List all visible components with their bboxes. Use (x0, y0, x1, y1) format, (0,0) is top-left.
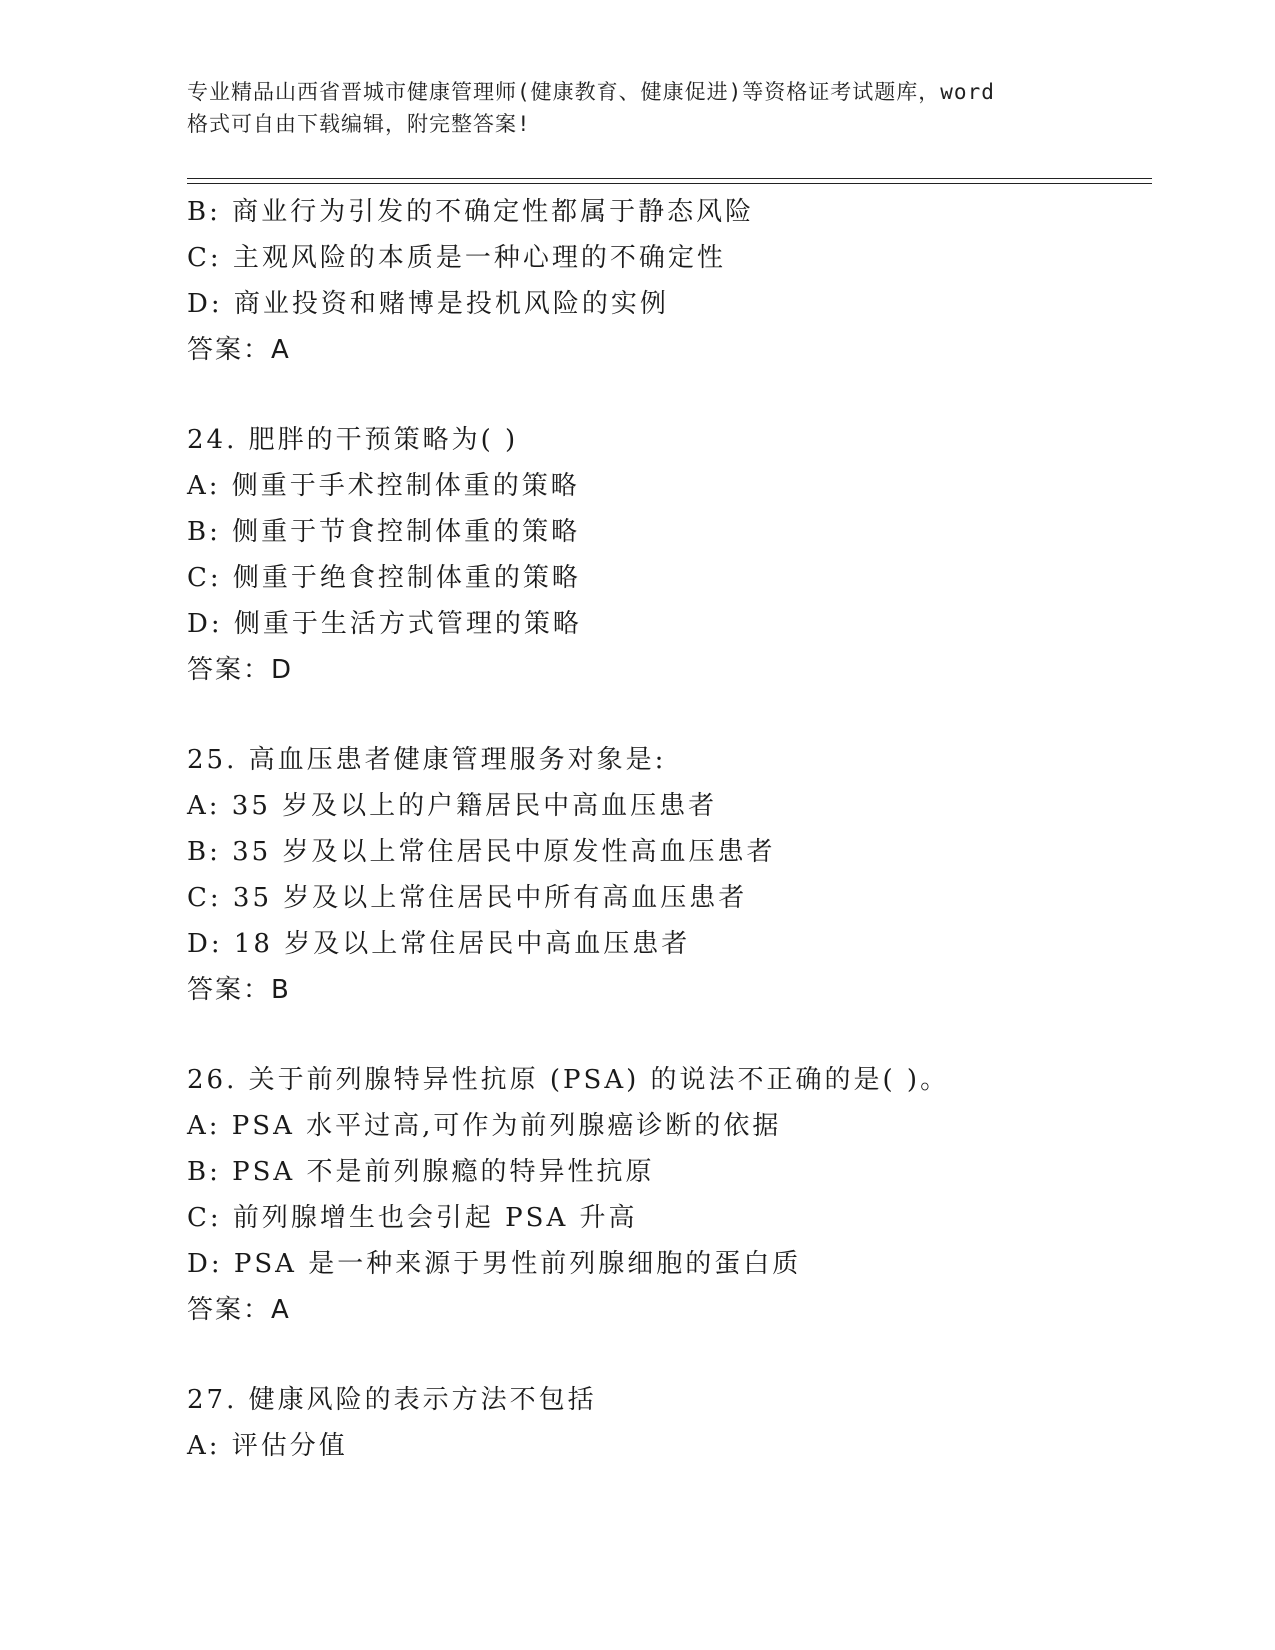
question-stem: 26. 关于前列腺特异性抗原 (PSA) 的说法不正确的是( )。 (187, 1065, 950, 1095)
option-a: A: 侧重于手术控制体重的策略 (187, 471, 580, 501)
answer-line: 答案：B (187, 975, 291, 1005)
option-c: C: 前列腺增生也会引起 PSA 升高 (187, 1203, 638, 1233)
question-26 (187, 1057, 1167, 1333)
answer-line: 答案：A (187, 335, 291, 365)
option-a: A: 评估分值 (187, 1431, 348, 1461)
option-c: C: 主观风险的本质是一种心理的不确定性 (187, 243, 726, 273)
question-23-continued (187, 189, 1167, 373)
header-divider-bottom (187, 183, 1152, 184)
option-b: B: PSA 不是前列腺瘾的特异性抗原 (187, 1157, 655, 1187)
option-d: D: 商业投资和赌博是投机风险的实例 (187, 289, 669, 319)
answer-line: 答案：D (187, 655, 294, 685)
option-c: C: 侧重于绝食控制体重的策略 (187, 563, 581, 593)
question-27 (187, 1377, 1167, 1469)
answer-line: 答案：A (187, 1295, 291, 1325)
option-b: B: 35 岁及以上常住居民中原发性高血压患者 (187, 837, 776, 867)
spacer (187, 693, 1167, 737)
option-b: B: 侧重于节食控制体重的策略 (187, 517, 581, 547)
option-b: B: 商业行为引发的不确定性都属于静态风险 (187, 197, 755, 227)
header-divider-top (187, 178, 1152, 179)
spacer (187, 1013, 1167, 1057)
question-stem: 24. 肥胖的干预策略为( ) (187, 425, 519, 455)
header-line-1: 专业精品山西省晋城市健康管理师(健康教育、健康促进)等资格证考试题库，word (187, 80, 995, 104)
spacer (187, 1333, 1167, 1377)
option-d: D: 18 岁及以上常住居民中高血压患者 (187, 929, 691, 959)
question-stem: 25. 高血压患者健康管理服务对象是: (187, 745, 667, 775)
question-24 (187, 417, 1167, 693)
question-list (187, 189, 1167, 1469)
question-stem: 27. 健康风险的表示方法不包括 (187, 1385, 597, 1415)
header-line-2: 格式可自由下载编辑，附完整答案! (187, 112, 531, 136)
option-a: A: 35 岁及以上的户籍居民中高血压患者 (187, 791, 718, 821)
option-a: A: PSA 水平过高,可作为前列腺癌诊断的依据 (187, 1111, 782, 1141)
spacer (187, 373, 1167, 417)
option-c: C: 35 岁及以上常住居民中所有高血压患者 (187, 883, 748, 913)
page-header (187, 76, 1087, 140)
question-25 (187, 737, 1167, 1013)
option-d: D: PSA 是一种来源于男性前列腺细胞的蛋白质 (187, 1249, 802, 1279)
option-d: D: 侧重于生活方式管理的策略 (187, 609, 582, 639)
